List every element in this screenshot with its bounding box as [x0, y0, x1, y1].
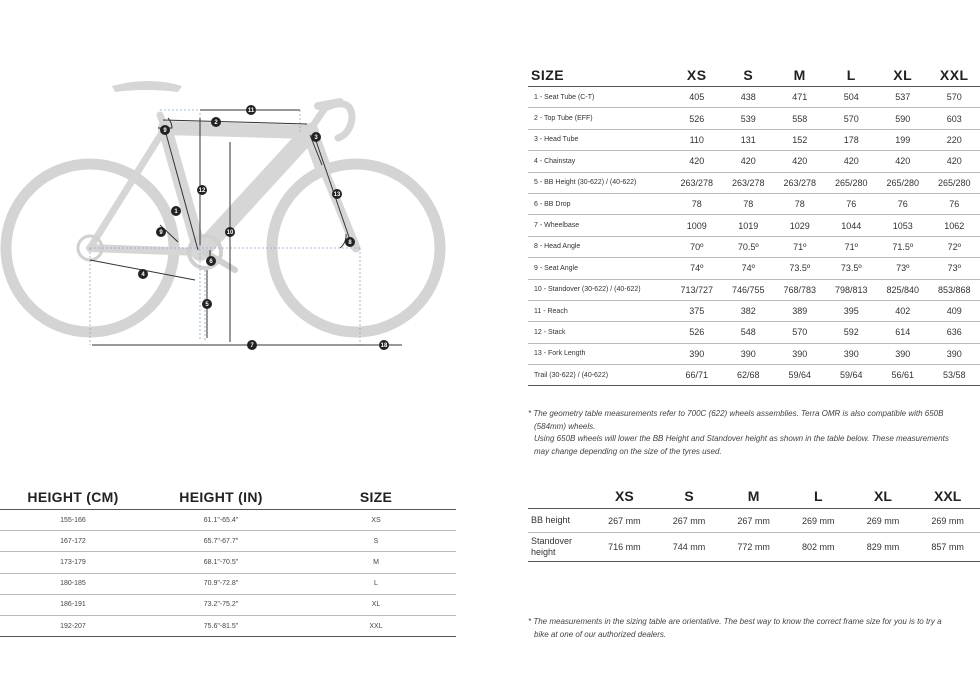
geometry-cell: 438 [723, 87, 775, 108]
geometry-row [528, 322, 980, 343]
sizing-row [0, 531, 456, 552]
badge-4 [138, 269, 148, 279]
geometry-row [528, 343, 980, 364]
sizing-note-line-2: bike at one of our authorized dealers. [534, 629, 667, 639]
geometry-cell: 152 [774, 129, 826, 150]
svg-text:6: 6 [209, 259, 213, 265]
sizing-cell-cm: 192-207 [0, 615, 146, 636]
badge-9-bottom [156, 227, 166, 237]
geometry-row [528, 258, 980, 279]
badge-3 [311, 132, 321, 142]
geometry-cell: 1009 [671, 215, 723, 236]
geometry-row-label: 4 - Chainstay [528, 151, 671, 172]
geometry-row [528, 215, 980, 236]
geometry-row-label: 6 - BB Drop [528, 193, 671, 214]
geometry-cell: 265/280 [826, 172, 878, 193]
sizing-cell-cm: 186-191 [0, 594, 146, 615]
svg-text:9: 9 [159, 230, 163, 236]
wheel-cell: 267 mm [592, 509, 657, 533]
svg-text:13: 13 [333, 192, 341, 198]
sizing-cell-size: XS [296, 510, 456, 531]
geometry-cell: 420 [929, 151, 980, 172]
geometry-cell: 539 [723, 108, 775, 129]
svg-text:8: 8 [348, 240, 352, 246]
geometry-cell: 825/840 [877, 279, 929, 300]
geometry-cell: 526 [671, 322, 723, 343]
geometry-cell: 713/727 [671, 279, 723, 300]
geometry-row [528, 236, 980, 257]
geometry-cell: 59/64 [774, 365, 826, 386]
svg-text:11: 11 [247, 108, 255, 114]
svg-text:2: 2 [214, 120, 218, 126]
geometry-cell: 73º [929, 258, 980, 279]
geometry-cell: 78 [774, 193, 826, 214]
wheel-header-l: L [786, 484, 851, 509]
wheel-header-xs: XS [592, 484, 657, 509]
geometry-header-row [528, 64, 980, 87]
geometry-row-label: 7 - Wheelbase [528, 215, 671, 236]
geometry-cell: 570 [774, 322, 826, 343]
geometry-header-s: S [723, 64, 775, 87]
geometry-row-label: 12 - Stack [528, 322, 671, 343]
geometry-cell: 263/278 [774, 172, 826, 193]
sizing-table-body [0, 510, 456, 637]
geometry-cell: 131 [723, 129, 775, 150]
geometry-cell: 56/61 [877, 365, 929, 386]
geometry-cell: 74º [723, 258, 775, 279]
badge-8 [345, 237, 355, 247]
wheel-cell: 829 mm [851, 533, 916, 562]
svg-text:1: 1 [174, 209, 178, 215]
geometry-cell: 73.5º [774, 258, 826, 279]
geometry-row [528, 129, 980, 150]
sizing-cell-in: 65.7"-67.7" [146, 531, 296, 552]
geometry-cell: 73.5º [826, 258, 878, 279]
geometry-cell: 263/278 [723, 172, 775, 193]
geometry-cell: 402 [877, 300, 929, 321]
geometry-header-xl: XL [877, 64, 929, 87]
geometry-row-label: 8 - Head Angle [528, 236, 671, 257]
svg-text:18: 18 [380, 343, 388, 349]
geometry-row [528, 193, 980, 214]
geometry-cell: 504 [826, 87, 878, 108]
geometry-cell: 53/58 [929, 365, 980, 386]
geometry-cell: 420 [826, 151, 878, 172]
geometry-row-label: 5 - BB Height (30-622) / (40-622) [528, 172, 671, 193]
geometry-cell: 1053 [877, 215, 929, 236]
geometry-cell: 1062 [929, 215, 980, 236]
svg-text:10: 10 [226, 230, 234, 236]
badge-9-top [160, 125, 170, 135]
geometry-row [528, 87, 980, 108]
geometry-cell: 265/280 [929, 172, 980, 193]
badge-10 [225, 227, 235, 237]
sizing-row [0, 552, 456, 573]
geometry-row-label: 13 - Fork Length [528, 343, 671, 364]
measurement-lines [90, 110, 402, 345]
sizing-cell-in: 75.6"-81.5" [146, 615, 296, 636]
sizing-header-row [0, 484, 456, 510]
geometry-cell: 78 [723, 193, 775, 214]
wheel-cell: 772 mm [721, 533, 786, 562]
geometry-cell: 375 [671, 300, 723, 321]
geometry-cell: 78 [671, 193, 723, 214]
geometry-row-label: 9 - Seat Angle [528, 258, 671, 279]
geometry-cell: 76 [826, 193, 878, 214]
geometry-cell: 420 [877, 151, 929, 172]
sizing-cell-cm: 155-166 [0, 510, 146, 531]
geometry-cell: 603 [929, 108, 980, 129]
svg-text:5: 5 [205, 302, 209, 308]
svg-text:7: 7 [250, 343, 254, 349]
wheel-cell: 857 mm [915, 533, 980, 562]
sizing-cell-size: S [296, 531, 456, 552]
wheel-header-xl: XL [851, 484, 916, 509]
sizing-cell-size: L [296, 573, 456, 594]
wheel-cell: 744 mm [657, 533, 722, 562]
geometry-row-label: 3 - Head Tube [528, 129, 671, 150]
wheel-header-xxl: XXL [915, 484, 980, 509]
geometry-cell: 76 [877, 193, 929, 214]
sizing-cell-in: 61.1"-65.4" [146, 510, 296, 531]
geometry-cell: 395 [826, 300, 878, 321]
badge-2 [211, 117, 221, 127]
geometry-cell: 420 [774, 151, 826, 172]
geometry-note-line-1: * The geometry table measurements refer to 700C (622) wheels assemblies. Terra OMR is also compatible with 650B [528, 409, 944, 418]
geometry-cell: 390 [826, 343, 878, 364]
badge-1 [171, 206, 181, 216]
geometry-cell: 409 [929, 300, 980, 321]
wheel-650b-table [528, 484, 980, 562]
geometry-cell: 178 [826, 129, 878, 150]
geometry-cell: 768/783 [774, 279, 826, 300]
geometry-header-size: SIZE [528, 64, 671, 87]
badge-12 [197, 185, 207, 195]
sizing-note-line-1: * The measurements in the sizing table are orientative. The best way to know the correct frame size for you is to try a [528, 617, 942, 626]
geometry-row [528, 172, 980, 193]
svg-text:9: 9 [163, 128, 167, 134]
geometry-cell: 537 [877, 87, 929, 108]
sizing-cell-in: 68.1"-70.5" [146, 552, 296, 573]
sizing-cell-cm: 167-172 [0, 531, 146, 552]
svg-text:12: 12 [198, 188, 206, 194]
sizing-note [528, 616, 942, 641]
geometry-cell: 471 [774, 87, 826, 108]
geometry-cell: 548 [723, 322, 775, 343]
geometry-cell: 199 [877, 129, 929, 150]
sizing-header-height-cm: HEIGHT (CM) [0, 484, 146, 510]
wheel-cell: 267 mm [721, 509, 786, 533]
geometry-cell: 390 [723, 343, 775, 364]
badge-13 [332, 189, 342, 199]
geometry-row [528, 300, 980, 321]
geometry-cell: 263/278 [671, 172, 723, 193]
geometry-cell: 570 [929, 87, 980, 108]
wheel-header-s: S [657, 484, 722, 509]
geometry-row-label: 2 - Top Tube (EFF) [528, 108, 671, 129]
wheel-header-m: M [721, 484, 786, 509]
geometry-table-body [528, 87, 980, 386]
geometry-cell: 72º [929, 236, 980, 257]
geometry-row [528, 151, 980, 172]
geometry-row-label: 1 - Seat Tube (C-T) [528, 87, 671, 108]
geometry-note-line-3: Using 650B wheels will lower the BB Height and Standover height as shown in the table below. These measurements [534, 434, 949, 443]
geometry-cell: 265/280 [877, 172, 929, 193]
sizing-cell-size: XXL [296, 615, 456, 636]
geometry-note-line-4: may change depending on the size of the tyres used. [534, 446, 722, 456]
geometry-cell: 853/868 [929, 279, 980, 300]
geometry-cell: 74º [671, 258, 723, 279]
geometry-cell: 570 [826, 108, 878, 129]
geometry-cell: 526 [671, 108, 723, 129]
wheel-cell: 716 mm [592, 533, 657, 562]
sizing-cell-size: XL [296, 594, 456, 615]
geometry-cell: 390 [774, 343, 826, 364]
wheel-header-blank [528, 484, 592, 509]
geometry-cell: 71.5º [877, 236, 929, 257]
geometry-cell: 73º [877, 258, 929, 279]
wheel-header-row [528, 484, 980, 509]
geometry-cell: 1029 [774, 215, 826, 236]
svg-text:4: 4 [141, 272, 145, 278]
geometry-cell: 389 [774, 300, 826, 321]
geometry-cell: 405 [671, 87, 723, 108]
sizing-header-height-in: HEIGHT (IN) [146, 484, 296, 510]
geometry-cell: 1019 [723, 215, 775, 236]
geometry-cell: 1044 [826, 215, 878, 236]
wheel-row [528, 509, 980, 533]
geometry-cell: 558 [774, 108, 826, 129]
wheel-row-label: Standover height [528, 533, 592, 562]
geometry-cell: 420 [723, 151, 775, 172]
geometry-cell: 420 [671, 151, 723, 172]
wheel-cell: 269 mm [915, 509, 980, 533]
geometry-cell: 71º [774, 236, 826, 257]
sizing-cell-size: M [296, 552, 456, 573]
sizing-cell-in: 73.2"-75.2" [146, 594, 296, 615]
geometry-note-line-2: (584mm) wheels. [534, 421, 596, 431]
svg-text:3: 3 [314, 135, 318, 141]
wheel-table-body [528, 509, 980, 562]
geometry-header-xxl: XXL [929, 64, 980, 87]
geometry-cell: 798/813 [826, 279, 878, 300]
sizing-table [0, 484, 456, 637]
geometry-cell: 746/755 [723, 279, 775, 300]
sizing-cell-cm: 173-179 [0, 552, 146, 573]
geometry-cell: 592 [826, 322, 878, 343]
saddle [112, 81, 182, 92]
geometry-header-xs: XS [671, 64, 723, 87]
badge-18 [379, 340, 389, 350]
bike-geometry-diagram [0, 70, 470, 370]
geometry-cell: 62/68 [723, 365, 775, 386]
geometry-cell: 71º [826, 236, 878, 257]
sizing-cell-cm: 180-185 [0, 573, 146, 594]
geometry-cell: 390 [929, 343, 980, 364]
sizing-cell-in: 70.9"-72.8" [146, 573, 296, 594]
geometry-cell: 66/71 [671, 365, 723, 386]
geometry-cell: 59/64 [826, 365, 878, 386]
geometry-cell: 614 [877, 322, 929, 343]
geometry-row [528, 365, 980, 386]
sizing-row [0, 573, 456, 594]
geometry-cell: 590 [877, 108, 929, 129]
geometry-cell: 220 [929, 129, 980, 150]
sizing-row [0, 510, 456, 531]
badge-6 [206, 256, 216, 266]
geometry-row-label: 11 - Reach [528, 300, 671, 321]
geometry-row-label: Trail (30-622) / (40-622) [528, 365, 671, 386]
geometry-row [528, 279, 980, 300]
wheel-cell: 269 mm [786, 509, 851, 533]
geometry-row [528, 108, 980, 129]
geometry-row-label: 10 - Standover (30-622) / (40-622) [528, 279, 671, 300]
wheel-cell: 267 mm [657, 509, 722, 533]
geometry-table [528, 64, 980, 386]
geometry-cell: 110 [671, 129, 723, 150]
geometry-header-m: M [774, 64, 826, 87]
geometry-cell: 70.5º [723, 236, 775, 257]
badge-7 [247, 340, 257, 350]
geometry-cell: 636 [929, 322, 980, 343]
wheel-cell: 269 mm [851, 509, 916, 533]
geometry-cell: 390 [671, 343, 723, 364]
wheel-cell: 802 mm [786, 533, 851, 562]
sizing-header-size: SIZE [296, 484, 456, 510]
geometry-cell: 390 [877, 343, 929, 364]
geometry-header-l: L [826, 64, 878, 87]
sizing-row [0, 615, 456, 636]
wheel-row-label: BB height [528, 509, 592, 533]
badge-11 [246, 105, 256, 115]
geometry-note [528, 408, 949, 458]
geometry-cell: 70º [671, 236, 723, 257]
sizing-row [0, 594, 456, 615]
wheel-row [528, 533, 980, 562]
badge-5 [202, 299, 212, 309]
geometry-cell: 76 [929, 193, 980, 214]
geometry-cell: 382 [723, 300, 775, 321]
